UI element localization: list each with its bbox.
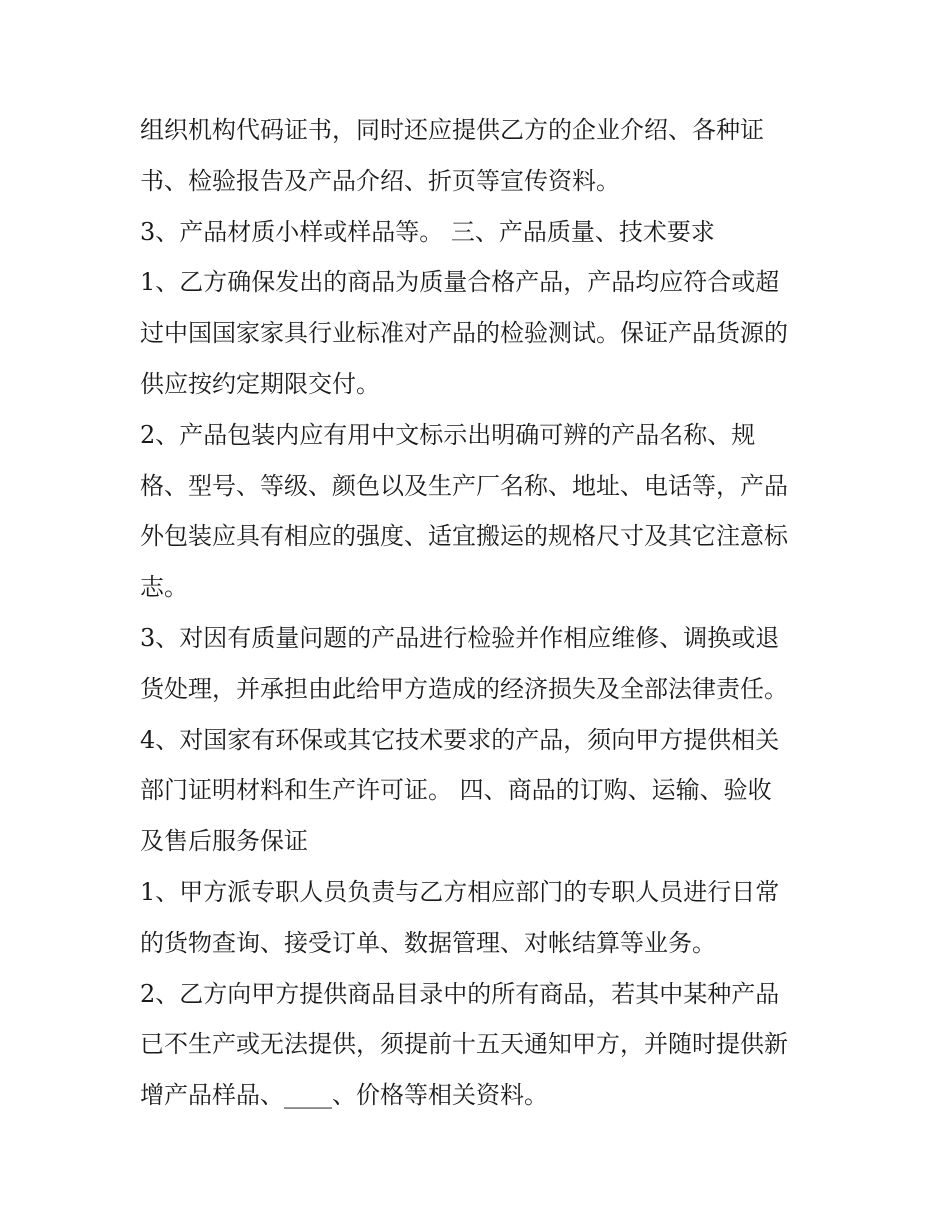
text-line: 书、检验报告及产品介绍、折页等宣传资料。 — [140, 166, 620, 195]
text-line: 4、对国家有环保或其它技术要求的产品，须向甲方提供相关 — [140, 725, 780, 754]
text-line: 过中国国家家具行业标准对产品的检验测试。保证产品货源的 — [140, 319, 788, 348]
text-line: 的货物查询、接受订单、数据管理、对帐结算等业务。 — [140, 928, 716, 957]
text-line: 1、乙方确保发出的商品为质量合格产品，产品均应符合或超 — [140, 268, 780, 297]
text-line: 1、甲方派专职人员负责与乙方相应部门的专职人员进行日常 — [140, 877, 780, 906]
text-line: 增产品样品、____、价格等相关资料。 — [140, 1081, 548, 1110]
text-line: 已不生产或无法提供，须提前十五天通知甲方，并随时提供新 — [140, 1030, 788, 1059]
text-line: 3、对因有质量问题的产品进行检验并作相应维修、调换或退 — [140, 623, 780, 652]
text-line: 外包装应具有相应的强度、适宜搬运的规格尺寸及其它注意标 — [140, 522, 788, 551]
text-line: 组织机构代码证书，同时还应提供乙方的企业介绍、各种证 — [140, 116, 764, 144]
text-line: 供应按约定期限交付。 — [140, 369, 380, 398]
text-line: 3、产品材质小样或样品等。 三、产品质量、技术要求 — [140, 217, 715, 246]
text-line: 2、乙方向甲方提供商品目录中的所有商品，若其中某种产品 — [140, 979, 780, 1008]
text-line: 格、型号、等级、颜色以及生产厂名称、地址、电话等，产品 — [140, 471, 788, 500]
text-line: 志。 — [140, 573, 188, 602]
text-line: 2、产品包装内应有用中文标示出明确可辨的产品名称、规 — [140, 420, 756, 449]
text-line: 及售后服务保证 — [140, 827, 308, 856]
document-body — [140, 105, 830, 1121]
text-line: 部门证明材料和生产许可证。 四、商品的订购、运输、验收 — [140, 776, 772, 805]
text-line: 货处理，并承担由此给甲方造成的经济损失及全部法律责任。 — [140, 674, 788, 703]
